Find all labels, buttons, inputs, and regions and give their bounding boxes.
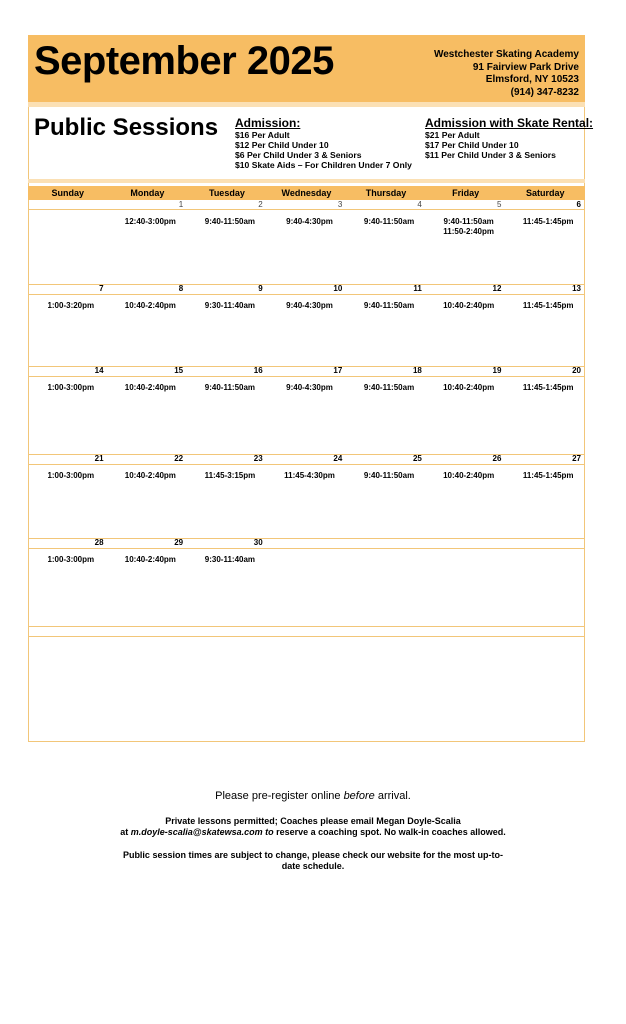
session-time: 11:45-1:45pm — [522, 301, 574, 310]
admission-rental-block — [425, 117, 593, 160]
session-time: 9:40-11:50am — [363, 471, 415, 480]
day-number: 9 — [258, 284, 263, 293]
grid-line — [28, 548, 585, 549]
preregister-text: Please pre-register online — [215, 790, 344, 802]
session-time: 1:00-3:00pm — [47, 555, 95, 564]
coach-email-link[interactable]: m.doyle-scalia@skatewsa.com to — [130, 826, 274, 837]
day-number: 2 — [258, 200, 263, 209]
day-number: 5 — [496, 200, 502, 209]
admission-block — [235, 117, 412, 170]
day-header-row — [28, 186, 585, 200]
day-number: 26 — [492, 454, 502, 463]
academy-name: Westchester Skating Academy — [433, 49, 579, 60]
day-number: 29 — [174, 538, 184, 547]
day-number: 14 — [94, 366, 104, 375]
session-time: 9:40-11:50am — [204, 383, 256, 392]
lessons-at: at — [120, 826, 131, 837]
lessons-line-2 — [0, 827, 626, 838]
session-time: 10:40-2:40pm — [443, 301, 495, 310]
admission-rental-heading: Admission with Skate Rental: — [425, 116, 594, 130]
preregister-text-end: arrival. — [374, 790, 411, 802]
section-divider — [28, 179, 585, 183]
grid-line — [28, 284, 585, 285]
academy-street: 91 Fairview Park Drive — [472, 61, 579, 73]
lessons-line: Private lessons permitted; Coaches please email Megan Doyle-Scalia — [165, 816, 461, 826]
grid-line — [28, 538, 585, 539]
day-header-tuesday: Tuesday — [208, 188, 245, 198]
admission-line: $6 Per Child Under 3 & Seniors — [235, 150, 362, 160]
session-time: 11:45-3:15pm — [204, 471, 256, 480]
day-header-saturday: Saturday — [525, 188, 565, 198]
day-number: 7 — [99, 284, 104, 293]
grid-line — [28, 464, 585, 465]
session-time: 9:30-11:40am — [204, 301, 256, 310]
day-number: 21 — [94, 454, 104, 463]
session-time: 9:40-11:50am — [363, 301, 415, 310]
day-number: 24 — [333, 454, 343, 463]
admission-heading: Admission: — [235, 116, 301, 130]
day-number: 22 — [174, 454, 184, 463]
schedule-notice — [0, 850, 626, 871]
session-time: 9:40-4:30pm — [286, 383, 333, 392]
day-number: 18 — [412, 366, 422, 375]
session-time: 11:45-1:45pm — [522, 383, 574, 392]
lessons-note — [0, 816, 626, 837]
day-header-friday: Friday — [452, 188, 480, 198]
session-time: 10:40-2:40pm — [124, 555, 176, 564]
admission-line: $16 Per Adult — [235, 130, 290, 140]
grid-line — [28, 636, 585, 637]
day-number: 13 — [572, 284, 581, 293]
session-time: 11:45-4:30pm — [284, 471, 335, 480]
session-time: 9:40-11:50am — [363, 383, 415, 392]
day-number: 27 — [572, 454, 581, 463]
day-number: 4 — [417, 200, 422, 209]
session-time: 12:40-3:00pm — [124, 217, 176, 226]
session-time: 11:45-1:45pm — [522, 217, 574, 226]
day-number: 19 — [492, 366, 502, 375]
session-time: 9:40-11:50am 11:50-2:40pm — [443, 217, 494, 236]
day-number: 8 — [178, 284, 184, 293]
session-time: 10:40-2:40pm — [443, 383, 495, 392]
day-number: 11 — [413, 284, 422, 293]
day-number: 15 — [174, 366, 184, 375]
day-number: 10 — [333, 284, 343, 293]
session-time: 9:40-4:30pm — [286, 301, 333, 310]
preregister-emphasis: before — [343, 790, 375, 802]
day-number: 25 — [412, 454, 422, 463]
day-number: 30 — [253, 538, 263, 547]
calendar-header — [28, 35, 585, 102]
day-number: 6 — [576, 200, 581, 209]
session-time: 9:40-11:50am — [204, 217, 256, 226]
sessions-title: Public Sessions — [34, 114, 219, 141]
day-number: 17 — [333, 366, 343, 375]
academy-address — [434, 49, 579, 99]
grid-line — [28, 294, 585, 295]
notice-line: Public session times are subject to change, please check our website for the most up-to- — [122, 850, 504, 860]
month-title: September 2025 — [34, 39, 334, 83]
session-time: 10:40-2:40pm — [124, 301, 176, 310]
session-time: 1:00-3:20pm — [47, 301, 95, 310]
session-time: 1:00-3:00pm — [47, 471, 95, 480]
session-time: 9:30-11:40am — [204, 555, 256, 564]
admission-rental-line: $17 Per Child Under 10 — [425, 140, 519, 150]
session-time: 9:40-4:30pm — [286, 217, 333, 226]
session-time: 10:40-2:40pm — [124, 471, 176, 480]
preregister-note — [0, 791, 626, 802]
day-number: 3 — [337, 200, 343, 209]
grid-line — [28, 626, 585, 627]
grid-line — [28, 376, 585, 377]
grid-line — [28, 454, 585, 455]
day-number: 16 — [253, 366, 263, 375]
day-number: 28 — [94, 538, 104, 547]
grid-line — [28, 366, 585, 367]
day-header-monday: Monday — [130, 188, 165, 198]
day-number: 20 — [572, 366, 581, 375]
day-header-wednesday: Wednesday — [281, 188, 332, 198]
day-number: 1 — [178, 200, 184, 209]
session-time: 9:40-11:50am — [363, 217, 415, 226]
session-time: 11:45-1:45pm — [522, 471, 574, 480]
admission-rental-line: $11 Per Child Under 3 & Seniors — [425, 150, 556, 160]
grid-line — [28, 209, 585, 210]
lessons-rest: reserve a coaching spot. No walk-in coaches allowed. — [273, 826, 506, 837]
notice-line: date schedule. — [281, 860, 345, 871]
day-header-sunday: Sunday — [51, 188, 85, 198]
header-divider — [28, 102, 585, 107]
admission-rental-line: $21 Per Adult — [425, 130, 480, 140]
session-time: 10:40-2:40pm — [443, 471, 495, 480]
day-number: 23 — [253, 454, 263, 463]
day-header-thursday: Thursday — [365, 188, 407, 198]
academy-phone: (914) 347-8232 — [510, 86, 579, 98]
session-time: 1:00-3:00pm — [47, 383, 95, 392]
admission-line: $10 Skate Aids – For Children Under 7 Only — [235, 160, 412, 170]
day-number: 12 — [492, 284, 502, 293]
session-time: 10:40-2:40pm — [124, 383, 176, 392]
academy-city: Elmsford, NY 10523 — [485, 74, 579, 85]
admission-line: $12 Per Child Under 10 — [235, 140, 329, 150]
